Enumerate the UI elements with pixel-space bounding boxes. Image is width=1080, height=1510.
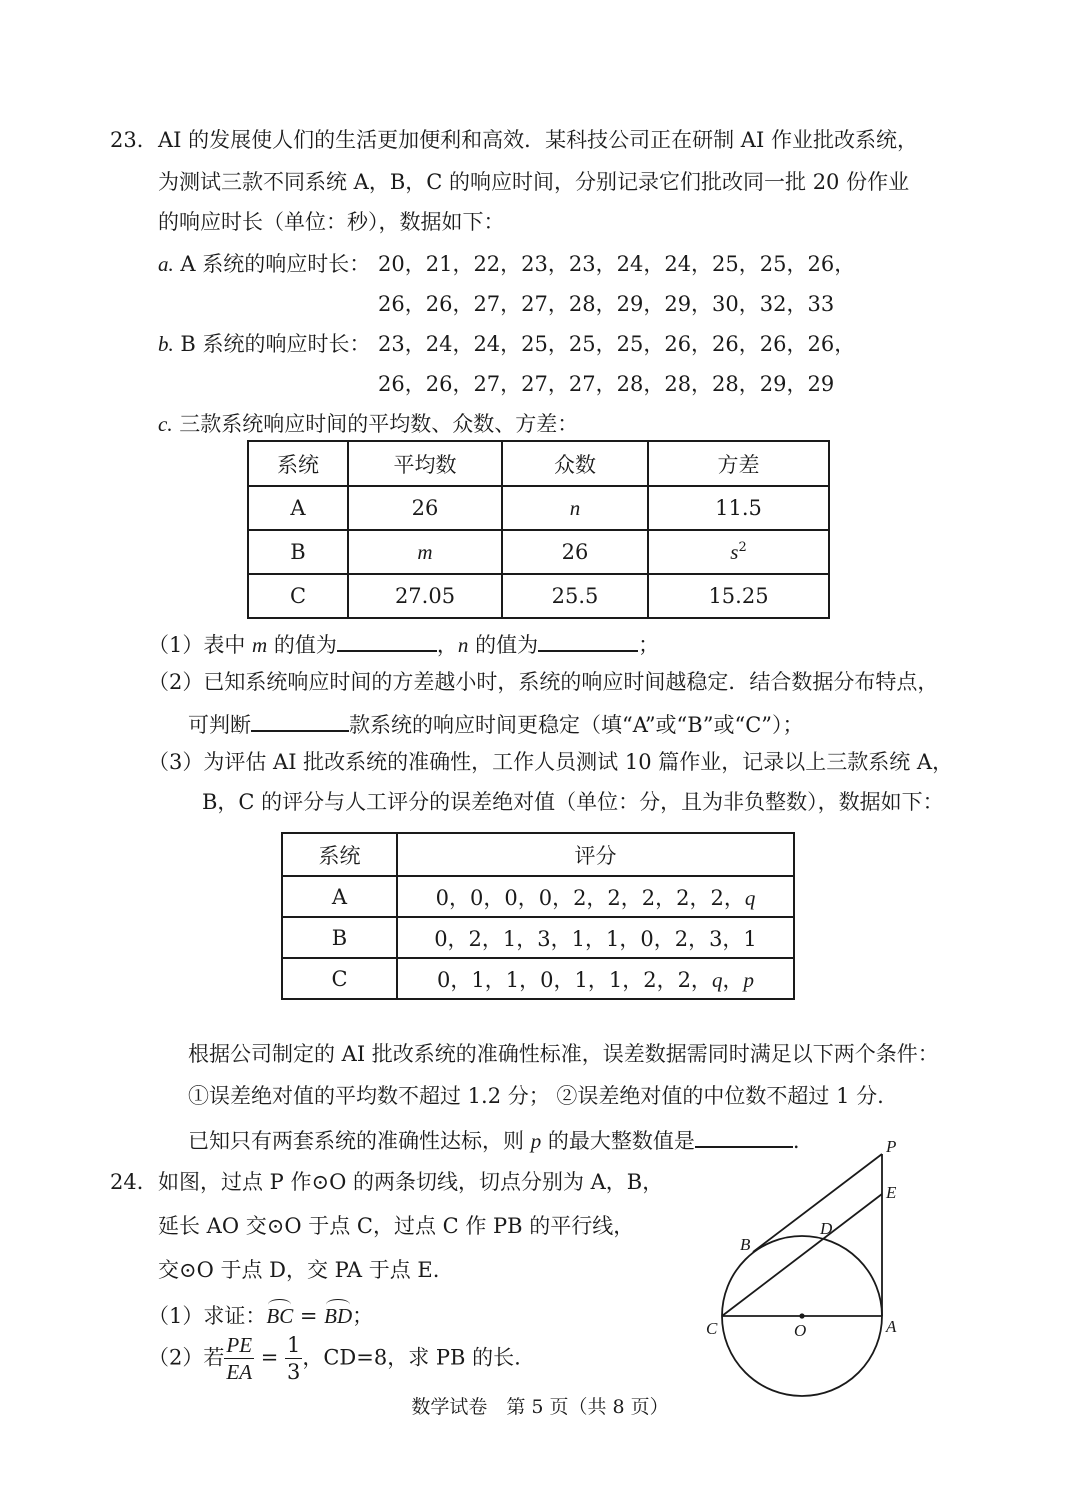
label-o: O (794, 1321, 807, 1340)
fraction-denominator: 3 (286, 1360, 301, 1385)
table-cell: B (248, 530, 348, 574)
table-row (282, 958, 794, 999)
label-d: D (820, 1219, 833, 1238)
table-cell: C (248, 574, 348, 618)
q23-part-1 (148, 632, 659, 656)
table-row (282, 917, 794, 958)
q23-part-3-line-1: （3）为评估 AI 批改系统的准确性，工作人员测试 10 篇作业，记录以上三款系统 A， (148, 750, 954, 774)
q24-part-1 (148, 1306, 373, 1327)
q24-part-1-eq: = (293, 1304, 325, 1328)
table-cell: 26 (348, 486, 502, 530)
table-cell: m (348, 530, 502, 574)
fraction-one-third (285, 1334, 302, 1384)
table-cell: A (282, 876, 397, 917)
circle-tangent-figure (690, 1130, 930, 1410)
standard-line-3-text-b: 的最大整数值是 (541, 1129, 695, 1153)
data-a-title: A 系统的响应时长： (173, 252, 371, 276)
stats-header-mean: 平均数 (348, 441, 502, 486)
score-values: 0，1，1，0，1，1，2，2， (437, 967, 712, 992)
standard-line-3-text-c: . (792, 1129, 800, 1153)
data-c-title: 三款系统响应时间的平均数、众数、方差： (172, 412, 579, 436)
data-a-label (158, 254, 370, 275)
q23-part-1-text-a: （1）表中 (148, 633, 253, 657)
var-q: q (744, 885, 756, 910)
data-a-tag: a. (158, 252, 174, 276)
answer-blank-n[interactable] (538, 632, 638, 652)
q23-part-2-text-b: 款系统的响应时间更稳定（填“A”或“B”或“C”）； (349, 713, 804, 737)
label-c: C (706, 1319, 718, 1338)
data-b-tag: b. (158, 332, 174, 356)
table-cell: C (282, 958, 397, 999)
variance-symbol: s (730, 539, 739, 564)
var-q: q (711, 967, 723, 992)
fraction-denominator: EA (226, 1360, 253, 1385)
stats-header-mode: 众数 (502, 441, 648, 486)
stats-table (247, 440, 830, 619)
data-c-tag: c. (158, 412, 173, 436)
table-row (282, 876, 794, 917)
data-b-label (158, 334, 371, 355)
answer-blank-system[interactable] (251, 712, 349, 732)
data-b-title: B 系统的响应时长： (173, 332, 371, 356)
stats-table-header-row (248, 441, 829, 486)
q23-part-1-text-d: 的值为 (468, 633, 539, 657)
label-b: B (740, 1235, 751, 1254)
data-b-row-2: 26，26，27，27，27，28，28，28，29，29 (378, 372, 835, 396)
q24-part-1-text-a: （1）求证： (148, 1304, 267, 1328)
arc-bc: BC (266, 1304, 294, 1328)
score-values: 0，0，0，0，2，2，2，2，2， (435, 885, 745, 910)
data-b-row-1: 23，24，24，25，25，25，26，26，26，26， (378, 332, 856, 356)
label-e: E (886, 1183, 897, 1202)
var-p: p (743, 967, 754, 992)
table-cell: B (282, 917, 397, 958)
table-cell: A (248, 486, 348, 530)
center-point-o (799, 1313, 804, 1318)
q23-part-2-line-1: （2）已知系统响应时间的方差越小时，系统的响应时间越稳定．结合数据分布特点， (148, 670, 939, 694)
label-p: P (886, 1137, 897, 1156)
q23-part-1-text-e: ； (638, 633, 660, 657)
var-n: n (457, 633, 469, 657)
table-cell: 25.5 (502, 574, 648, 618)
fraction-numerator: 1 (285, 1334, 302, 1359)
score-table (281, 832, 795, 1000)
q23-part-1-text-b: 的值为 (267, 633, 337, 657)
data-c-label (158, 414, 578, 435)
score-header-score: 评分 (397, 833, 794, 876)
data-a-row-2: 26，26，27，27，28，29，29，30，32，33 (378, 292, 835, 316)
answer-blank-m[interactable] (337, 632, 437, 652)
q23-number: 23． (110, 128, 158, 152)
table-row (248, 486, 829, 530)
stats-header-variance: 方差 (648, 441, 829, 486)
table-cell: 15.25 (648, 574, 829, 618)
table-row (248, 530, 829, 574)
table-row (248, 574, 829, 618)
q24-part-2 (148, 1334, 521, 1384)
q23-part-1-text-c: ， (436, 633, 458, 657)
q24-line-2: 延长 AO 交⊙O 于点 C，过点 C 作 PB 的平行线， (158, 1214, 635, 1238)
q24-part-2-text-a: （2）若 (148, 1345, 225, 1370)
segment-ce (722, 1194, 882, 1316)
q23-part-2-line-2 (188, 712, 804, 736)
q24-number: 24． (110, 1170, 158, 1194)
q23-intro-line-1: AI 的发展使人们的生活更加便利和高效．某科技公司正在研制 AI 作业批改系统， (158, 128, 918, 152)
var-p: p (530, 1129, 542, 1153)
q24-part-2-eq: = (254, 1345, 285, 1370)
q24-line-1: 如图，过点 P 作⊙O 的两条切线，切点分别为 A，B， (158, 1170, 664, 1194)
fraction-pe-ea (224, 1334, 254, 1384)
standard-line-3-text-a: 已知只有两套系统的准确性达标，则 (188, 1129, 531, 1153)
stats-header-system: 系统 (248, 441, 348, 486)
variance-exponent: 2 (738, 539, 747, 555)
table-cell: 26 (502, 530, 648, 574)
data-a-row-1: 20，21，22，23，23，24，24，25，25，26， (378, 252, 856, 276)
label-a: A (886, 1317, 897, 1336)
q24-part-1-text-b: ； (352, 1304, 374, 1328)
table-cell: 27.05 (348, 574, 502, 618)
standard-line-1: 根据公司制定的 AI 批改系统的准确性标准，误差数据需同时满足以下两个条件： (188, 1042, 939, 1066)
table-cell: 11.5 (648, 486, 829, 530)
arc-bd: BD (324, 1304, 353, 1328)
table-cell (397, 876, 794, 917)
q24-line-3: 交⊙O 于点 D，交 PA 于点 E. (158, 1258, 440, 1282)
page-footer: 数学试卷 第 5 页（共 8 页） (411, 1396, 669, 1418)
score-table-header-row (282, 833, 794, 876)
score-values: 0，2，1，3，1，1，0，2，3，1 (434, 926, 757, 951)
table-cell (648, 530, 829, 574)
score-header-system: 系统 (282, 833, 397, 876)
table-cell: n (502, 486, 648, 530)
table-cell (397, 958, 794, 999)
q24-part-2-text-b: ，CD=8，求 PB 的长. (302, 1345, 521, 1370)
q23-part-2-text-a: 可判断 (188, 713, 251, 737)
q23-part-3-line-2: B，C 的评分与人工评分的误差绝对值（单位：分，且为非负整数），数据如下： (202, 790, 944, 814)
score-separator: ， (722, 967, 744, 992)
standard-line-2: ①误差绝对值的平均数不超过 1.2 分； ②误差绝对值的中位数不超过 1 分. (188, 1084, 884, 1108)
q23-intro-line-2: 为测试三款不同系统 A，B，C 的响应时间，分别记录它们批改同一批 20 份作业 (158, 170, 910, 194)
var-m: m (252, 633, 268, 657)
q23-intro-line-3: 的响应时长（单位：秒），数据如下： (158, 210, 505, 234)
table-cell (397, 917, 794, 958)
fraction-numerator: PE (224, 1334, 254, 1359)
